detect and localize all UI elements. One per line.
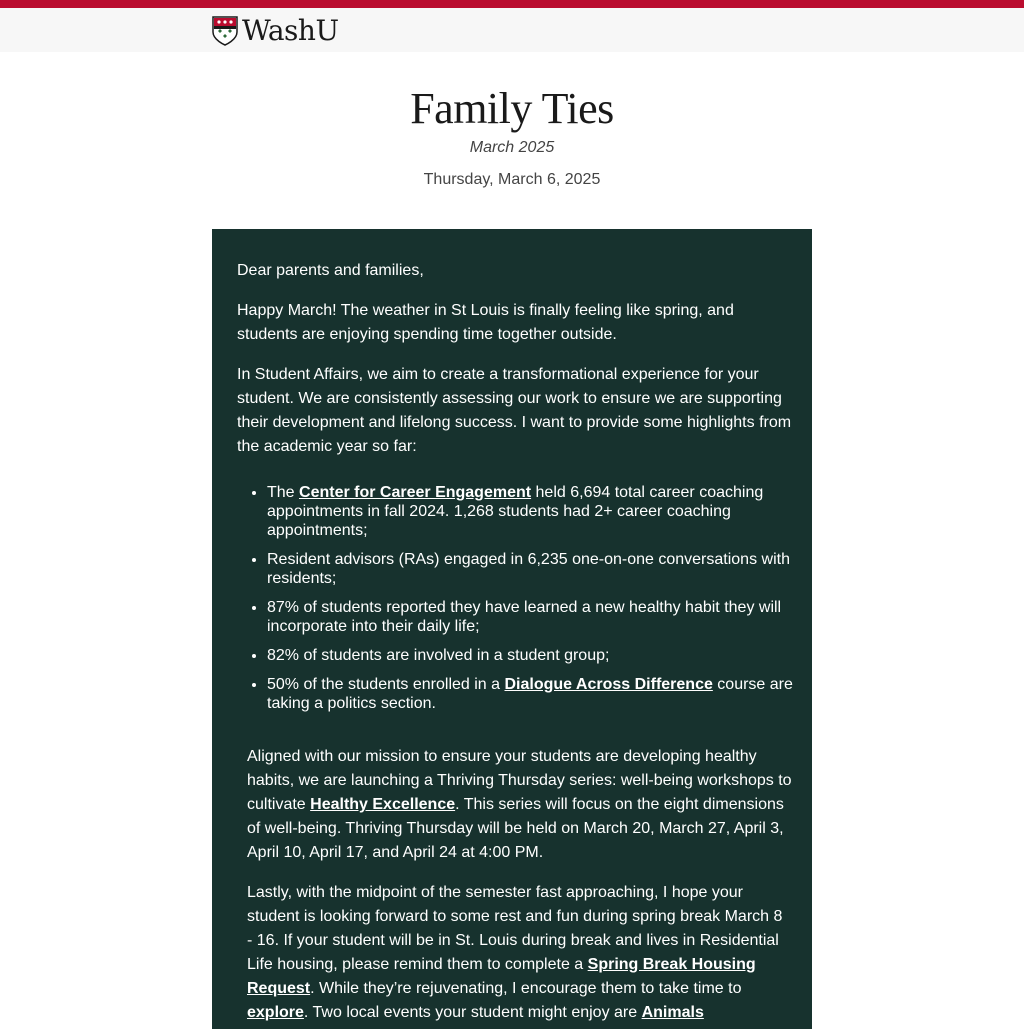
header-bar bbox=[0, 8, 1024, 52]
intro-paragraph: Happy March! The weather in St Louis is finally feeling like spring, and students are enjoying spending time together outside. bbox=[237, 302, 734, 343]
dialogue-across-difference-link[interactable]: Dialogue Across Difference bbox=[504, 676, 713, 693]
spring-break-housing-request-link[interactable]: Spring Break Housing Request bbox=[247, 956, 756, 997]
washu-logo-link[interactable] bbox=[212, 16, 339, 46]
shield-icon bbox=[212, 16, 238, 46]
animals-link[interactable]: Animals bbox=[641, 1004, 704, 1021]
spring-break-paragraph: Lastly, with the midpoint of the semester fast approaching, I hope your student is looking forward to some rest and fun during spring break March 8 - 16. If your student will be in St. Louis during break and lives in Residential Life housing, please remind them to complete a Spring Break Housing Request. While they’re rejuvenating, I encourage them to take time to explore. Two local events your student might enjoy are Animals bbox=[247, 884, 783, 1021]
highlights-list bbox=[237, 483, 822, 723]
career-engagement-link[interactable]: Center for Career Engagement bbox=[299, 484, 532, 501]
newsletter-body bbox=[212, 229, 812, 1029]
top-accent-stripe bbox=[0, 0, 1024, 8]
list-item: • 82% of students are involved in a student group; bbox=[267, 646, 822, 665]
thriving-thursday-paragraph: Aligned with our mission to ensure your students are developing healthy habits, we are launching a Thriving Thursday series: well-being workshops to cultivate Healthy Excellence. This series will focus on the eight dimensions of well-being. Thriving Thursday will be held on March 20, March 27, April 3, April 10, April 17, and April 24 at 4:00 PM. bbox=[247, 748, 792, 861]
list-item: • 50% of the students enrolled in a Dialogue Across Difference course are taking a politics section. bbox=[267, 675, 822, 713]
student-affairs-paragraph: In Student Affairs, we aim to create a transformational experience for your student. We are consistently assessing our work to ensure we are supporting their development and lifelong success. I want to provide some highlights from the academic year so far: bbox=[237, 366, 792, 455]
list-item: • 87% of students reported they have learned a new healthy habit they will incorporate into their daily life; bbox=[267, 598, 822, 636]
masthead bbox=[0, 86, 1024, 190]
publish-date: Thursday, March 6, 2025 bbox=[423, 171, 601, 188]
list-item: • The Center for Career Engagement held 6,694 total career coaching appointments in fall 2024. 1,268 students had 2+ career coaching appointments; bbox=[267, 483, 822, 540]
healthy-excellence-link[interactable]: Healthy Excellence bbox=[310, 796, 456, 813]
newsletter-title: Family Ties bbox=[410, 84, 614, 133]
explore-link[interactable]: explore bbox=[247, 1004, 304, 1021]
issue-label: March 2025 bbox=[469, 139, 555, 156]
list-item: • Resident advisors (RAs) engaged in 6,235 one-on-one conversations with residents; bbox=[267, 550, 822, 588]
greeting: Dear parents and families, bbox=[237, 262, 424, 279]
logo-wordmark: WashU bbox=[242, 14, 339, 47]
